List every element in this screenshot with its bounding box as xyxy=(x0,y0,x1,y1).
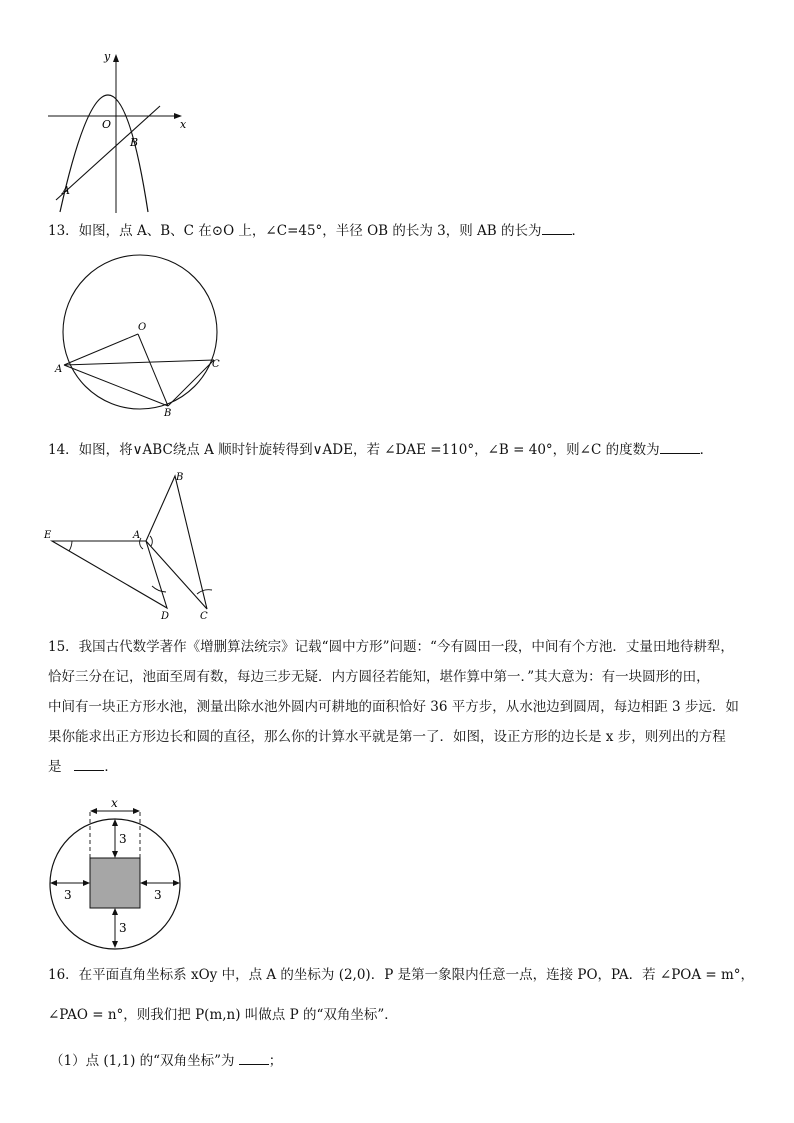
arrow-right-icon xyxy=(173,880,180,886)
question-13 xyxy=(48,222,585,240)
question-16-sub-1 xyxy=(50,1052,282,1070)
question-13-text: 13．如图，点 A、B、C 在⊙O 上，∠C=45°，半径 OB 的长为 3，则 AB 的长为 xyxy=(48,223,542,239)
parabola-curve xyxy=(60,95,148,212)
point-b-label: B xyxy=(164,408,172,419)
arrow-left-icon xyxy=(90,808,97,814)
point-d-label: D xyxy=(161,611,170,622)
right-gap-label: 3 xyxy=(154,888,162,902)
y-label: y xyxy=(104,50,111,63)
square-pool xyxy=(90,858,140,908)
answer-blank xyxy=(660,441,700,454)
point-o-label: O xyxy=(138,322,147,333)
question-15-line-5: 是 xyxy=(48,759,62,775)
circle-square-figure xyxy=(44,792,186,952)
point-b-label: B xyxy=(176,472,184,483)
circle-figure xyxy=(52,250,227,420)
question-15-line-3: 中间有一块正方形水池，测量出除水池外圆内可耕地的面积恰好 36 平方步，从水池边到圆周，每边相距 3 步远．如 xyxy=(48,699,739,715)
question-16-sub-1-end: ； xyxy=(268,1053,283,1069)
question-13-end: ． xyxy=(571,223,586,239)
bottom-gap-label: 3 xyxy=(119,921,127,935)
point-e-label: E xyxy=(44,530,52,541)
question-16-text-2: ∠PAO = n°，则我们把 P(m,n) 叫做点 P 的“双角坐标”． xyxy=(48,1007,398,1023)
radius-oa xyxy=(64,334,138,365)
question-15-line-2: 恰好三分在记，池面至周有数，每边三步无疑．内方圆径若能知，堪作算中第一．”其大意为：有一块圆形的田， xyxy=(48,669,710,685)
arrow-down-icon xyxy=(112,941,118,948)
top-gap-label: 3 xyxy=(119,832,127,846)
angle-a-arc-2 xyxy=(150,536,152,546)
angle-d-arc xyxy=(152,586,166,592)
arrow-up-icon xyxy=(112,908,118,915)
point-a-label: A xyxy=(62,184,70,197)
chord-ac xyxy=(64,360,214,365)
origin-label: O xyxy=(102,118,112,131)
parabola-line-figure xyxy=(40,48,200,218)
angle-e-arc xyxy=(69,541,72,551)
answer-blank xyxy=(239,1052,269,1065)
rotation-triangle-figure xyxy=(42,466,222,624)
question-14-end: ． xyxy=(699,442,714,458)
question-16-line-1 xyxy=(48,966,754,984)
arrow-left-icon xyxy=(50,880,57,886)
arrow-left-icon xyxy=(140,880,147,886)
chord-bc xyxy=(168,360,214,406)
triangle-abc xyxy=(146,476,207,609)
question-14 xyxy=(48,441,713,459)
chord-ab xyxy=(64,365,168,406)
point-a-label: A xyxy=(55,364,63,375)
point-a-label: A xyxy=(133,530,141,541)
left-gap-label: 3 xyxy=(64,888,72,902)
point-c-label: C xyxy=(200,611,208,622)
question-15-line-4: 果你能求出正方形边长和圆的直径，那么你的计算水平就是第一了．如图，设正方形的边长是 x 步，则列出的方程 xyxy=(48,729,726,745)
arrow-right-icon xyxy=(83,880,90,886)
point-b-label: B xyxy=(130,136,139,149)
point-c-label: C xyxy=(212,359,220,370)
answer-blank xyxy=(542,222,572,235)
question-14-text: 14．如图，将∨ABC绕点 A 顺时针旋转得到∨ADE，若 ∠DAE =110°，∠B = 40°，则∠C 的度数为 xyxy=(48,442,660,458)
x-label: x xyxy=(111,796,118,810)
question-15-end: ． xyxy=(104,759,118,775)
question-16-sub-1-text: （1）点 (1,1) 的“双角坐标”为 xyxy=(50,1053,235,1069)
radius-ob xyxy=(138,334,168,406)
question-16-line-2 xyxy=(48,1006,398,1024)
arrow-down-icon xyxy=(112,851,118,858)
angle-c-arc xyxy=(197,590,212,594)
question-16-text-1: 16．在平面直角坐标系 xOy 中，点 A 的坐标为 (2,0)．P 是第一象限内任意一点，连接 PO，PA．若 ∠POA = m°， xyxy=(48,967,755,983)
y-axis-arrow-icon xyxy=(113,54,119,62)
answer-blank xyxy=(74,758,104,771)
arrow-up-icon xyxy=(112,819,118,826)
question-15-line-1: 15．我国古代数学著作《增删算法统宗》记载“圆中方形”问题：“今有圆田一段，中间有个方池．丈量田地待耕犁， xyxy=(48,639,734,655)
x-label: x xyxy=(180,118,187,131)
arrow-right-icon xyxy=(133,808,140,814)
question-15 xyxy=(48,632,753,782)
